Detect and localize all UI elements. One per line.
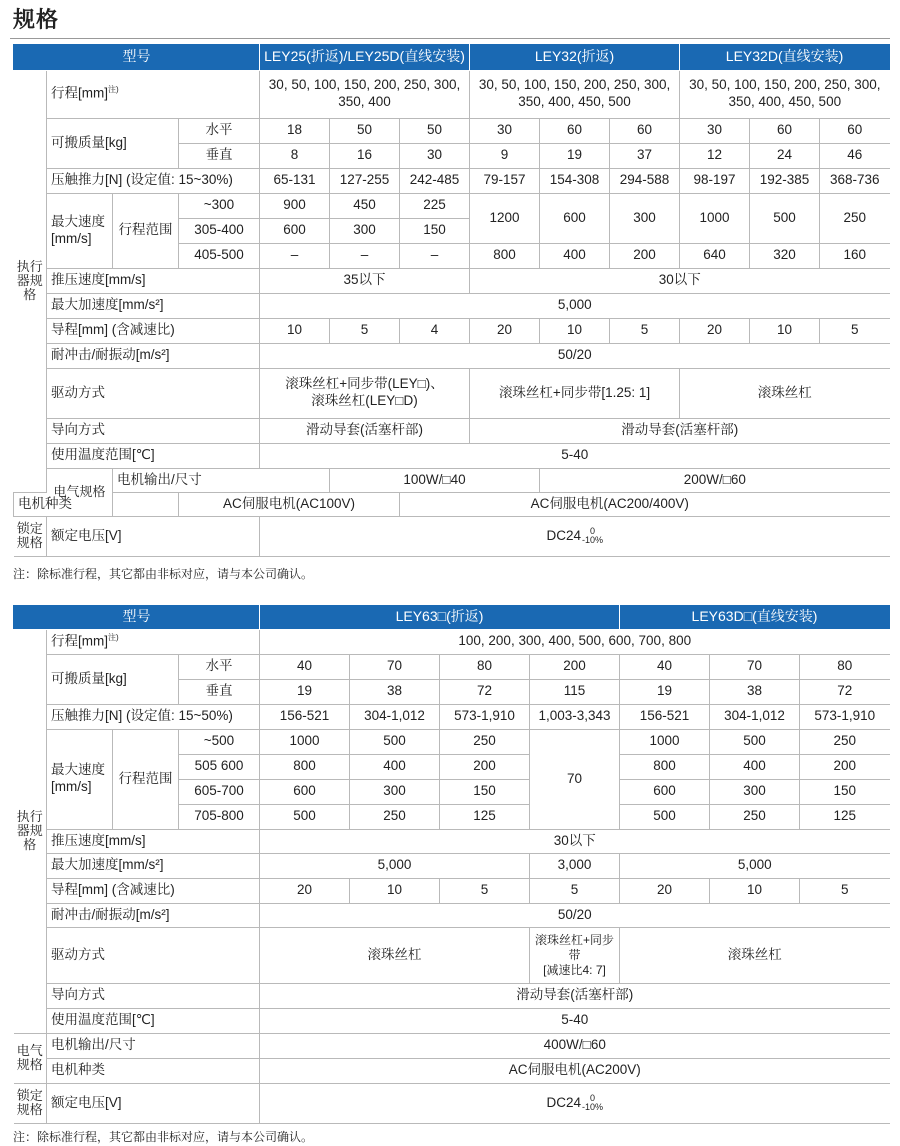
model-ley32d: LEY32D(直线安装) — [680, 44, 890, 70]
lead-cell: 20 — [470, 318, 540, 343]
motor-output-ley25: 100W/□40 — [330, 468, 540, 492]
pushing-speed-value: 30以下 — [260, 829, 890, 853]
category-electrical: 电气规格 — [47, 468, 113, 516]
push-force-cell: 192-385 — [750, 168, 820, 193]
acceleration-value: 5,000 — [260, 293, 890, 318]
speed-cell: 150 — [400, 218, 470, 243]
motor-type-row — [14, 1058, 890, 1083]
payload-h-cell: 50 — [400, 118, 470, 143]
speed-cell: 200 — [610, 243, 680, 268]
payload-h-cell: 70 — [350, 654, 440, 679]
speed-row-1 — [14, 193, 890, 218]
acceleration-row — [14, 293, 890, 318]
page-title: 规格 — [13, 7, 60, 32]
guide-label: 导向方式 — [47, 983, 260, 1008]
lead-cell: 10 — [750, 318, 820, 343]
payload-v-cell: 37 — [610, 143, 680, 168]
category-lock: 锁定规格 — [14, 1083, 47, 1123]
voltage-row — [14, 516, 890, 556]
lead-cell: 20 — [620, 878, 710, 903]
push-force-cell: 242-485 — [400, 168, 470, 193]
payload-h-cell: 18 — [260, 118, 330, 143]
drive-ley32d: 滚珠丝杠 — [680, 368, 890, 418]
stroke-value: 100, 200, 300, 400, 500, 600, 700, 800 — [260, 629, 890, 654]
voltage-row — [14, 1083, 890, 1123]
motor-output-value: 400W/□60 — [260, 1033, 890, 1058]
push-force-row — [14, 704, 890, 729]
speed-cell: 300 — [330, 218, 400, 243]
pushing-speed-label: 推压速度[mm/s] — [47, 268, 260, 293]
speed-cell: 800 — [470, 243, 540, 268]
push-force-label: 压触推力[N] (设定值: 15~50%) — [47, 704, 260, 729]
payload-h-cell: 80 — [440, 654, 530, 679]
payload-h-cell: 60 — [610, 118, 680, 143]
drive-label: 驱动方式 — [47, 368, 260, 418]
speed-cell: 500 — [260, 804, 350, 829]
payload-v-cell: 12 — [680, 143, 750, 168]
speed-cell: 150 — [800, 779, 890, 804]
lead-cell: 5 — [800, 878, 890, 903]
payload-h-cell: 60 — [750, 118, 820, 143]
speed-cell-reduction: 70 — [530, 729, 620, 829]
push-force-cell: 573-1,910 — [800, 704, 890, 729]
motor-output-label: 电机输出/尺寸 — [113, 468, 330, 492]
acceleration-label: 最大加速度[mm/s²] — [47, 293, 260, 318]
pushing-speed-ley25: 35以下 — [260, 268, 470, 293]
payload-h-cell: 50 — [330, 118, 400, 143]
speed-cell: – — [400, 243, 470, 268]
drive-ley25: 滚珠丝杠+同步带(LEY□)、 滚珠丝杠(LEY□D) — [260, 368, 470, 418]
push-force-cell: 304-1,012 — [710, 704, 800, 729]
lead-cell: 5 — [330, 318, 400, 343]
push-force-row — [14, 168, 890, 193]
footnote: 注：除标准行程，其它都由非标对应，请与本公司确认。 — [13, 1130, 314, 1144]
category-actuator: 执行器规格 — [14, 70, 47, 492]
speed-row-1 — [14, 729, 890, 754]
guide-ley25: 滑动导套(活塞杆部) — [260, 418, 470, 443]
speed-cell: 250 — [710, 804, 800, 829]
lead-cell: 10 — [710, 878, 800, 903]
payload-v-cell: 24 — [750, 143, 820, 168]
drive-ley63d: 滚珠丝杠 — [620, 927, 890, 983]
motor-output-ley32: 200W/□60 — [540, 468, 890, 492]
pushing-speed-row — [14, 829, 890, 853]
voltage-value: DC24 0 -10% — [260, 1083, 890, 1123]
stroke-label: 行程[mm]$^{注)}$ — [47, 629, 260, 654]
motor-type-value: AC伺服电机(AC200V) — [260, 1058, 890, 1083]
header-row — [14, 44, 890, 70]
push-force-cell: 304-1,012 — [350, 704, 440, 729]
speed-cell: 300 — [610, 193, 680, 243]
shock-row — [14, 343, 890, 368]
model-ley25: LEY25(折返)/LEY25D(直线安装) — [260, 44, 470, 70]
lead-cell: 4 — [400, 318, 470, 343]
stroke-row — [14, 629, 890, 654]
stroke-range-1: ~300 — [179, 193, 260, 218]
push-force-cell: 573-1,910 — [440, 704, 530, 729]
motor-type-ley25: AC伺服电机(AC100V) — [179, 492, 400, 516]
speed-cell: 1000 — [260, 729, 350, 754]
speed-cell: 600 — [260, 779, 350, 804]
guide-value: 滑动导套(活塞杆部) — [260, 983, 890, 1008]
max-speed-label: 最大速度[mm/s] — [47, 729, 113, 829]
speed-cell: 450 — [330, 193, 400, 218]
payload-horizontal-row — [14, 654, 890, 679]
payload-label: 可搬质量[kg] — [47, 654, 179, 704]
payload-v-cell: 9 — [470, 143, 540, 168]
speed-cell: 250 — [350, 804, 440, 829]
payload-horizontal-label: 水平 — [179, 118, 260, 143]
payload-v-cell: 19 — [620, 679, 710, 704]
model-ley32: LEY32(折返) — [470, 44, 680, 70]
speed-cell: 800 — [620, 754, 710, 779]
speed-cell: 300 — [350, 779, 440, 804]
payload-v-cell: 72 — [800, 679, 890, 704]
speed-cell: 500 — [750, 193, 820, 243]
drive-reduction: 滚珠丝杠+同步带 [减速比4: 7] — [530, 927, 620, 983]
payload-v-cell: 38 — [350, 679, 440, 704]
model-header: 型号 — [14, 44, 260, 70]
payload-h-cell: 40 — [260, 654, 350, 679]
payload-v-cell: 115 — [530, 679, 620, 704]
lead-row — [14, 318, 890, 343]
stroke-ley32: 30, 50, 100, 150, 200, 250, 300, 350, 400, 450, 500 — [470, 70, 680, 118]
speed-cell: 125 — [800, 804, 890, 829]
payload-v-cell: 16 — [330, 143, 400, 168]
lead-label: 导程[mm] (含减速比) — [47, 318, 260, 343]
speed-cell: 600 — [540, 193, 610, 243]
speed-cell: 600 — [260, 218, 330, 243]
lead-cell: 20 — [680, 318, 750, 343]
speed-cell: 250 — [800, 729, 890, 754]
payload-v-cell: 46 — [820, 143, 890, 168]
push-force-cell: 127-255 — [330, 168, 400, 193]
motor-type-label: 电机种类 — [47, 1058, 260, 1083]
motor-output-row — [14, 1033, 890, 1058]
speed-cell: 125 — [440, 804, 530, 829]
drive-ley32: 滚珠丝杠+同步带[1.25: 1] — [470, 368, 680, 418]
payload-h-cell: 60 — [540, 118, 610, 143]
lead-cell: 10 — [540, 318, 610, 343]
lead-cell: 5 — [530, 878, 620, 903]
max-speed-label: 最大速度[mm/s] — [47, 193, 113, 268]
guide-ley32: 滑动导套(活塞杆部) — [470, 418, 890, 443]
footnote: 注：除标准行程，其它都由非标对应，请与本公司确认。 — [13, 567, 314, 581]
temperature-row — [14, 1008, 890, 1033]
push-force-cell: 1,003-3,343 — [530, 704, 620, 729]
push-force-cell: 294-588 — [610, 168, 680, 193]
shock-value: 50/20 — [260, 903, 890, 927]
payload-v-cell: 38 — [710, 679, 800, 704]
payload-horizontal-row — [14, 118, 890, 143]
stroke-ley25: 30, 50, 100, 150, 200, 250, 300, 350, 400 — [260, 70, 470, 118]
push-force-cell: 65-131 — [260, 168, 330, 193]
speed-cell: 600 — [620, 779, 710, 804]
shock-row — [14, 903, 890, 927]
push-force-cell: 156-521 — [260, 704, 350, 729]
speed-cell: 1200 — [470, 193, 540, 243]
stroke-range-2: 505 600 — [179, 754, 260, 779]
payload-v-cell: 72 — [440, 679, 530, 704]
shock-label: 耐冲击/耐振动[m/s²] — [47, 903, 260, 927]
speed-cell: 1000 — [620, 729, 710, 754]
payload-h-cell: 80 — [800, 654, 890, 679]
temperature-row — [14, 443, 890, 468]
acceleration-ley63d: 5,000 — [620, 853, 890, 878]
category-electrical: 电气规格 — [14, 1033, 47, 1083]
payload-h-cell: 60 — [820, 118, 890, 143]
push-force-cell: 156-521 — [620, 704, 710, 729]
lead-cell: 5 — [610, 318, 680, 343]
pushing-speed-ley32: 30以下 — [470, 268, 890, 293]
payload-v-cell: 8 — [260, 143, 330, 168]
voltage-label: 额定电压[V] — [47, 516, 260, 556]
payload-h-cell: 30 — [680, 118, 750, 143]
speed-cell: – — [330, 243, 400, 268]
stroke-row — [14, 70, 890, 118]
lead-cell: 5 — [440, 878, 530, 903]
category-actuator: 执行器规格 — [14, 629, 47, 1033]
speed-cell: 400 — [710, 754, 800, 779]
speed-cell: 500 — [710, 729, 800, 754]
payload-v-cell: 30 — [400, 143, 470, 168]
guide-row — [14, 983, 890, 1008]
speed-cell: – — [260, 243, 330, 268]
model-ley63d: LEY63D□(直线安装) — [620, 605, 890, 629]
stroke-range-3: 405-500 — [179, 243, 260, 268]
payload-h-cell: 30 — [470, 118, 540, 143]
title-underline — [10, 38, 890, 39]
push-force-cell: 98-197 — [680, 168, 750, 193]
lead-label: 导程[mm] (含减速比) — [47, 878, 260, 903]
drive-ley63: 滚珠丝杠 — [260, 927, 530, 983]
speed-cell: 300 — [710, 779, 800, 804]
drive-row — [14, 927, 890, 983]
header-row — [14, 605, 890, 629]
speed-cell: 200 — [440, 754, 530, 779]
lead-cell: 10 — [350, 878, 440, 903]
guide-row — [14, 418, 890, 443]
model-header: 型号 — [14, 605, 260, 629]
speed-cell: 225 — [400, 193, 470, 218]
stroke-range-3: 605-700 — [179, 779, 260, 804]
speed-cell: 250 — [440, 729, 530, 754]
motor-type-ley32: AC伺服电机(AC200/400V) — [400, 492, 820, 516]
stroke-range-label: 行程范围 — [113, 193, 179, 268]
payload-h-cell: 70 — [710, 654, 800, 679]
stroke-ley32d: 30, 50, 100, 150, 200, 250, 300, 350, 400, 450, 500 — [680, 70, 890, 118]
speed-cell: 150 — [440, 779, 530, 804]
acceleration-reduction: 3,000 — [530, 853, 620, 878]
lead-cell: 10 — [260, 318, 330, 343]
payload-h-cell: 40 — [620, 654, 710, 679]
stroke-range-2: 305-400 — [179, 218, 260, 243]
payload-v-cell: 19 — [260, 679, 350, 704]
model-ley63: LEY63□(折返) — [260, 605, 620, 629]
lead-cell: 5 — [820, 318, 890, 343]
shock-value: 50/20 — [260, 343, 890, 368]
push-force-cell: 79-157 — [470, 168, 540, 193]
motor-output-label: 电机输出/尺寸 — [47, 1033, 260, 1058]
stroke-label: 行程[mm]$^{注)}$ — [47, 70, 260, 118]
speed-cell: 900 — [260, 193, 330, 218]
motor-type-row — [14, 492, 890, 516]
lead-row — [14, 878, 890, 903]
spec-table-ley63 — [13, 605, 890, 1124]
temperature-value: 5-40 — [260, 1008, 890, 1033]
payload-vertical-label: 垂直 — [179, 143, 260, 168]
payload-v-cell: 19 — [540, 143, 610, 168]
payload-label: 可搬质量[kg] — [47, 118, 179, 168]
stroke-range-1: ~500 — [179, 729, 260, 754]
push-force-label: 压触推力[N] (设定值: 15~30%) — [47, 168, 260, 193]
speed-cell: 250 — [820, 193, 890, 243]
drive-row — [14, 368, 890, 418]
category-lock: 锁定规格 — [14, 516, 47, 556]
speed-cell: 400 — [350, 754, 440, 779]
stroke-range-4: 705-800 — [179, 804, 260, 829]
speed-cell: 800 — [260, 754, 350, 779]
push-force-cell: 368-736 — [820, 168, 890, 193]
pushing-speed-label: 推压速度[mm/s] — [47, 829, 260, 853]
speed-cell: 640 — [680, 243, 750, 268]
payload-horizontal-label: 水平 — [179, 654, 260, 679]
voltage-value: DC24 0 -10% — [260, 516, 890, 556]
payload-vertical-label: 垂直 — [179, 679, 260, 704]
speed-cell: 500 — [350, 729, 440, 754]
drive-label: 驱动方式 — [47, 927, 260, 983]
temperature-label: 使用温度范围[℃] — [47, 443, 260, 468]
stroke-range-label: 行程范围 — [113, 729, 179, 829]
pushing-speed-row — [14, 268, 890, 293]
lead-cell: 20 — [260, 878, 350, 903]
acceleration-ley63: 5,000 — [260, 853, 530, 878]
acceleration-row — [14, 853, 890, 878]
speed-cell: 400 — [540, 243, 610, 268]
push-force-cell: 154-308 — [540, 168, 610, 193]
shock-label: 耐冲击/耐振动[m/s²] — [47, 343, 260, 368]
speed-cell: 320 — [750, 243, 820, 268]
speed-cell: 1000 — [680, 193, 750, 243]
motor-type-label: 电机种类 — [14, 492, 179, 516]
acceleration-label: 最大加速度[mm/s²] — [47, 853, 260, 878]
motor-output-row — [14, 468, 890, 492]
temperature-value: 5-40 — [260, 443, 890, 468]
temperature-label: 使用温度范围[℃] — [47, 1008, 260, 1033]
speed-cell: 160 — [820, 243, 890, 268]
payload-h-cell: 200 — [530, 654, 620, 679]
voltage-label: 额定电压[V] — [47, 1083, 260, 1123]
speed-cell: 500 — [620, 804, 710, 829]
guide-label: 导向方式 — [47, 418, 260, 443]
speed-cell: 200 — [800, 754, 890, 779]
spec-table-ley25-ley32 — [13, 44, 890, 557]
